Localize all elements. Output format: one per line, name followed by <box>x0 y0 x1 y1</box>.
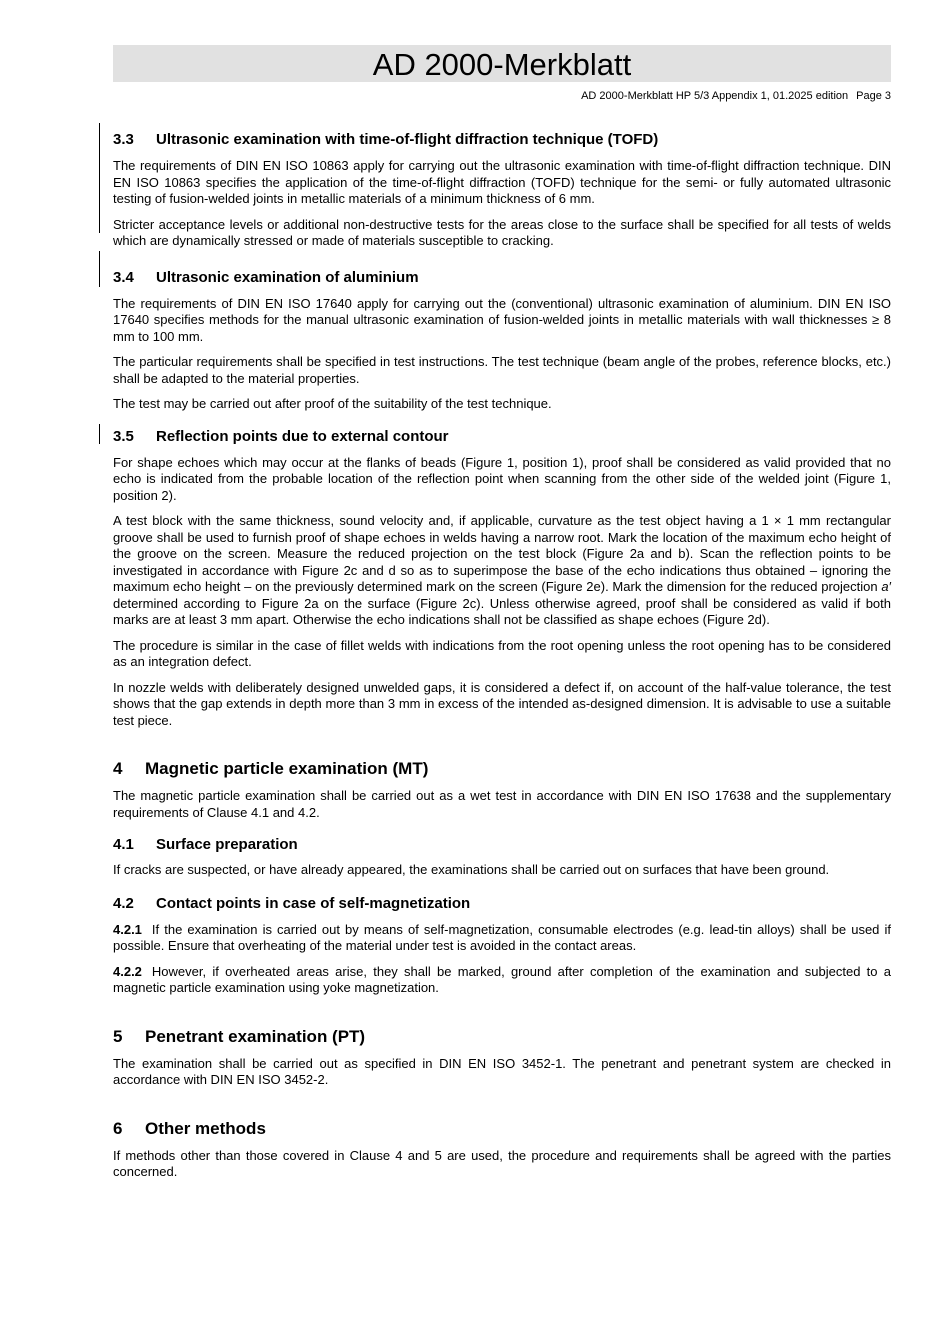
change-bar <box>99 424 100 444</box>
section-title: Other methods <box>145 1118 266 1138</box>
text-run: However, if overheated areas arise, they shall be marked, ground after completion of the examination and subjected to a magnetic particle examination using yoke magnetization. <box>113 963 891 995</box>
paragraph <box>113 922 891 955</box>
document-page <box>113 45 891 1181</box>
heading-3-5 <box>113 427 891 446</box>
paragraph: The particular requirements shall be specified in test instructions. The test technique (beam angle of the probes, reference blocks, etc.) shall be adapted to the material properties. <box>113 354 891 386</box>
paragraph: The requirements of DIN EN ISO 17640 apply for carrying out the (conventional) ultrasonic examination of aluminium. DIN EN ISO 17640 specifies methods for the manual ultrasonic examination of fusion-welded joints in metallic materials with wall thicknesses ≥ 8 mm to 100 mm. <box>113 295 891 344</box>
paragraph: The test may be carried out after proof of the suitability of the test technique. <box>113 396 552 411</box>
heading-3-4 <box>113 268 891 287</box>
section-title: Penetrant examination (PT) <box>145 1026 366 1046</box>
section-number: 4.2 <box>113 894 134 912</box>
section-number: 3.5 <box>113 427 134 445</box>
section-title: Ultrasonic examination with time-of-flight diffraction technique (TOFD) <box>156 131 659 148</box>
text-run: If the examination is carried out by means of self-magnetization, consumable electrodes (e.g. lead-tin alloys) shall be used if possible. Ensure that overheating of the material under test is avoided in the contact areas. <box>113 921 891 953</box>
section-number: 3.3 <box>113 131 134 148</box>
section-5 <box>113 1026 891 1089</box>
section-4 <box>113 758 891 821</box>
section-number: 5 <box>113 1026 123 1046</box>
section-4-1 <box>113 835 891 879</box>
paragraph: The magnetic particle examination shall be carried out as a wet test in accordance with DIN EN ISO 17638 and the supplementary requirements of Clause 4.1 and 4.2. <box>113 788 891 820</box>
section-title: Reflection points due to external contour <box>156 427 449 445</box>
heading-4-1 <box>113 835 891 854</box>
heading-6 <box>113 1118 891 1139</box>
text-run: A test block with the same thickness, sound velocity and, if applicable, curvature as the test object having a 1 × 1 mm rectangular groove shall be used to furnish proof of shape echoes in welds having a narrow root. Mark the location of the maximum echo height of the groove on the screen. Measure the reduced projection on the test block (Figure 2a and b). Scan the reflection points to be investigated in accordance with Figure 2c and d so as to superimpose the base of the echo indications thus obtained – ignoring the maximum echo height – on the previously determined mark on the screen (Figure 2e). Mark the dimension for the reduced projection <box>113 513 891 594</box>
paragraph <box>113 964 891 997</box>
paragraph: If cracks are suspected, or have already appeared, the examinations shall be carried out on surfaces that have been ground. <box>113 862 830 877</box>
section-number: 4.1 <box>113 836 134 853</box>
section-number: 6 <box>113 1118 123 1138</box>
heading-4-2 <box>113 894 891 913</box>
section-title: Contact points in case of self-magnetization <box>156 894 471 912</box>
section-number: 3.4 <box>113 268 134 286</box>
variable: a′ <box>881 579 891 594</box>
section-3-3 <box>113 130 891 250</box>
paragraph: In nozzle welds with deliberately designed unwelded gaps, it is considered a defect if, on account of the half-value tolerance, the test shows that the gap extends in depth more than 3 mm in excess of the intended as-designed dimension. It is advisable to use a suitable test piece. <box>113 679 891 728</box>
section-title: Ultrasonic examination of aluminium <box>156 268 419 286</box>
text-run: determined according to Figure 2a on the surface (Figure 2c). Unless otherwise agreed, proof shall be considered as valid if both marks are at least 3 mm apart. Otherwise the echo indications shall not be classified as shape echoes (Figure 2d). <box>113 595 891 627</box>
heading-3-3 <box>113 130 891 149</box>
section-title: Surface preparation <box>156 836 298 853</box>
running-head-text: AD 2000-Merkblatt HP 5/3 Appendix 1, 01.2025 edition <box>581 90 849 102</box>
section-title: Magnetic particle examination (MT) <box>145 759 429 778</box>
running-head <box>113 90 891 103</box>
change-bar <box>99 123 100 233</box>
paragraph: Stricter acceptance levels or additional non-destructive tests for the areas close to the surface shall be specified for all tests of welds which are dynamically stressed or made of materials susceptible to cracking. <box>113 216 891 248</box>
section-3-5 <box>113 427 891 730</box>
change-bar <box>99 251 100 287</box>
paragraph: The examination shall be carried out as specified in DIN EN ISO 3452-1. The penetrant and penetrant system are checked in accordance with DIN EN ISO 3452-2. <box>113 1055 891 1087</box>
paragraph: The requirements of DIN EN ISO 10863 apply for carrying out the ultrasonic examination with time-of-flight diffraction technique. DIN EN ISO 10863 specifies the application of the time-of-flight diffraction (TOFD) technique for the semi- or fully automated ultrasonic testing of fusion-welded joints in metallic materials of a minimum thickness of 6 mm. <box>113 158 891 206</box>
heading-5 <box>113 1026 891 1047</box>
section-6 <box>113 1118 891 1181</box>
clause-number: 4.2.2 <box>113 963 142 979</box>
paragraph <box>113 513 891 629</box>
paragraph: If methods other than those covered in Clause 4 and 5 are used, the procedure and requirements shall be agreed with the parties concerned. <box>113 1147 891 1179</box>
document-title: AD 2000-Merkblatt <box>113 45 891 82</box>
heading-4 <box>113 758 891 779</box>
section-4-2 <box>113 894 891 997</box>
section-3-4 <box>113 268 891 413</box>
section-number: 4 <box>113 759 123 778</box>
clause-number: 4.2.1 <box>113 921 142 937</box>
paragraph: The procedure is similar in the case of fillet welds with indications from the root opening unless the root opening has to be considered as an integration defect. <box>113 637 891 669</box>
page-number: Page 3 <box>856 90 891 102</box>
paragraph: For shape echoes which may occur at the flanks of beads (Figure 1, position 1), proof shall be considered as valid provided that no echo is indicated from the probable location of the reflection point when scanning from the other side of the welded joint (Figure 1, position 2). <box>113 454 891 503</box>
